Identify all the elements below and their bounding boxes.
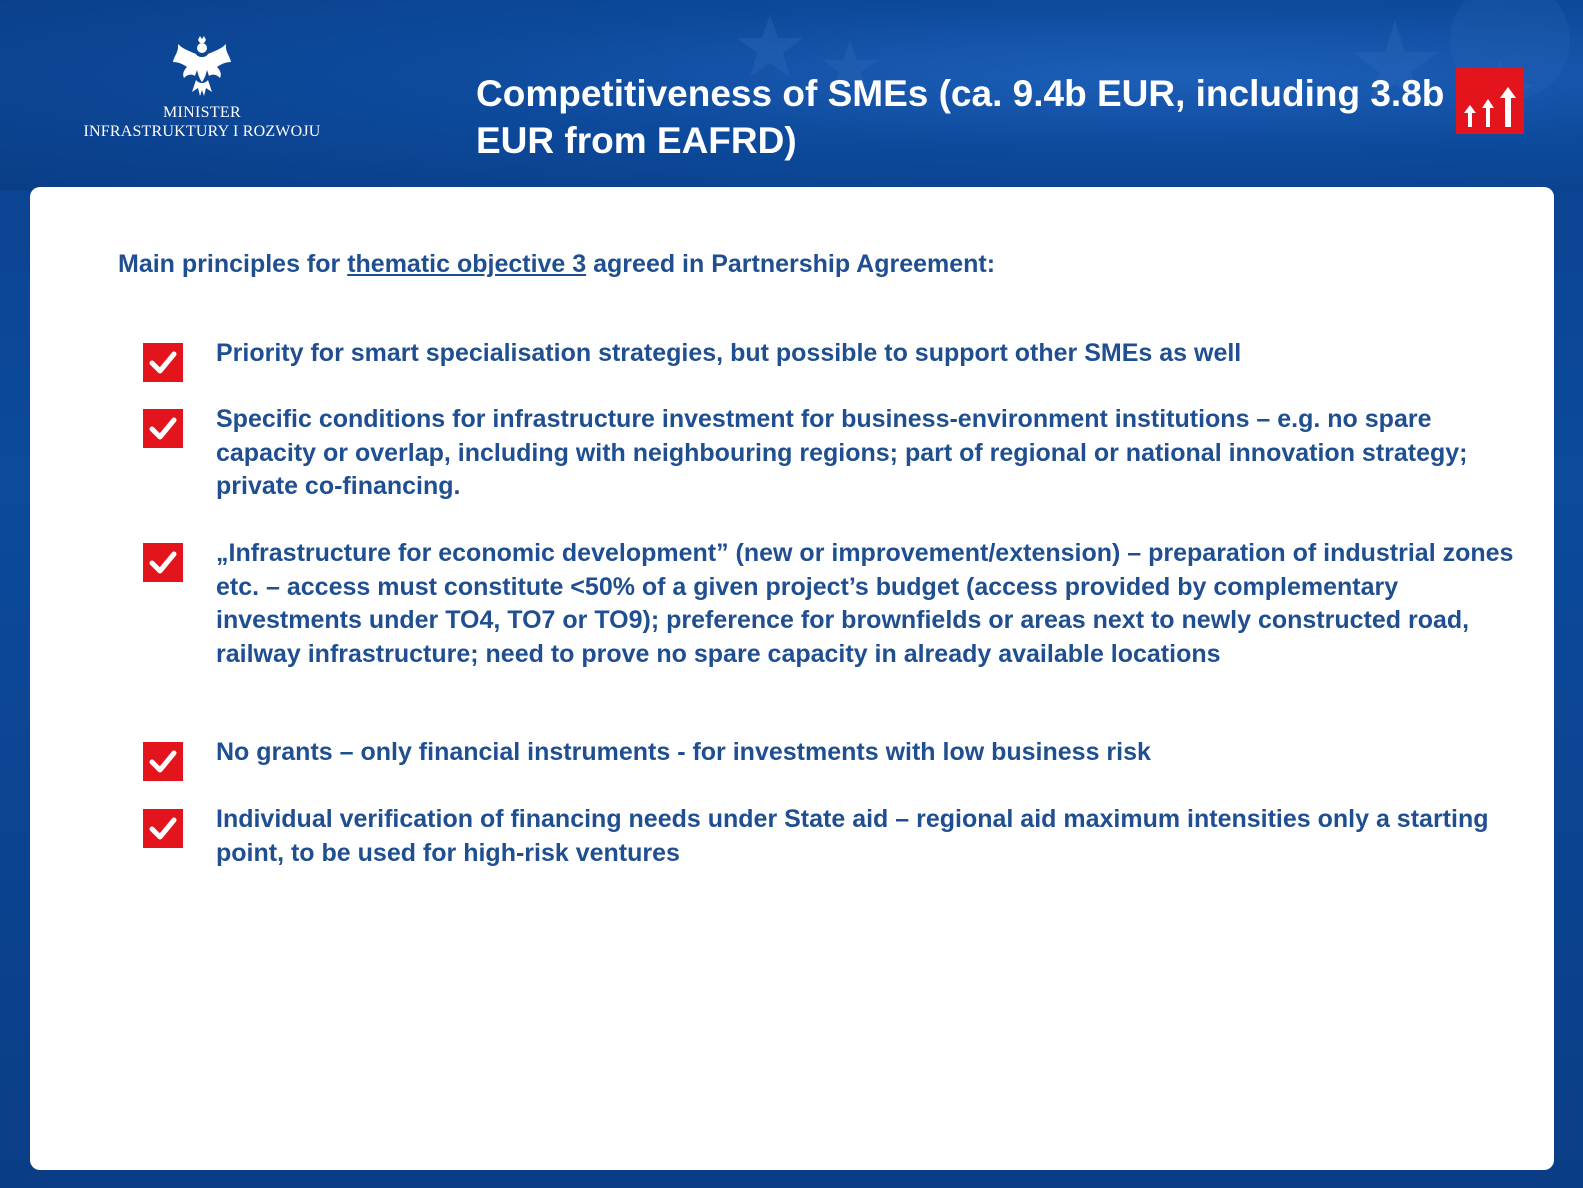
- principle-text: „Infrastructure for economic development” (new or improvement/extension) – preparation of industrial zones etc. – access must constitute <50% of a given project’s budget (access provided by complementary investments under TO4, TO7 or TO9); preference for brownfields or areas next to newly constructed road, railway infrastructure; need to prove no spare capacity in already available locations: [216, 539, 1514, 668]
- principle-text: Priority for smart specialisation strategies, but possible to support other SMEs as well: [216, 339, 1242, 367]
- content-card: [30, 187, 1554, 1170]
- checkmark-icon: [143, 543, 183, 582]
- intro-text-after: agreed in Partnership Agreement:: [586, 250, 996, 278]
- checkmark-icon: [143, 343, 183, 382]
- rising-arrows-icon: [1456, 67, 1524, 134]
- page-title: Competitiveness of SMEs (ca. 9.4b EUR, including 3.8b EUR from EAFRD): [476, 73, 1445, 161]
- principle-text: Specific conditions for infrastructure investment for business-environment institutions – e.g. no spare capacity or overlap, including with neighbouring regions; part of regional or national innovation strategy; private co-financing.: [216, 405, 1468, 500]
- header-banner: [0, 0, 1583, 190]
- checkmark-box: [143, 343, 183, 382]
- principle-text: No grants – only financial instruments - for investments with low business risk: [216, 738, 1151, 766]
- intro-text-before: Main principles for: [118, 250, 348, 278]
- checkmark-box: [143, 543, 183, 582]
- principle-text: Individual verification of financing needs under State aid – regional aid maximum intensities only a starting point, to be used for high-risk ventures: [216, 805, 1489, 867]
- checkmark-icon: [143, 742, 183, 781]
- checkmark-box: [143, 742, 183, 781]
- checkmark-icon: [143, 409, 183, 448]
- rising-arrows-badge: [1456, 67, 1524, 134]
- polish-eagle-emblem-icon: [170, 34, 234, 100]
- intro-heading: [118, 249, 995, 279]
- checkmark-icon: [143, 809, 183, 848]
- thematic-objective-link[interactable]: thematic objective 3: [347, 250, 587, 278]
- logo-line-minister: MINISTER: [163, 104, 241, 121]
- checkmark-box: [143, 809, 183, 848]
- checkmark-box: [143, 409, 183, 448]
- ministry-logo: [62, 34, 342, 154]
- logo-line-ministry: INFRASTRUKTURY I ROZWOJU: [83, 123, 321, 140]
